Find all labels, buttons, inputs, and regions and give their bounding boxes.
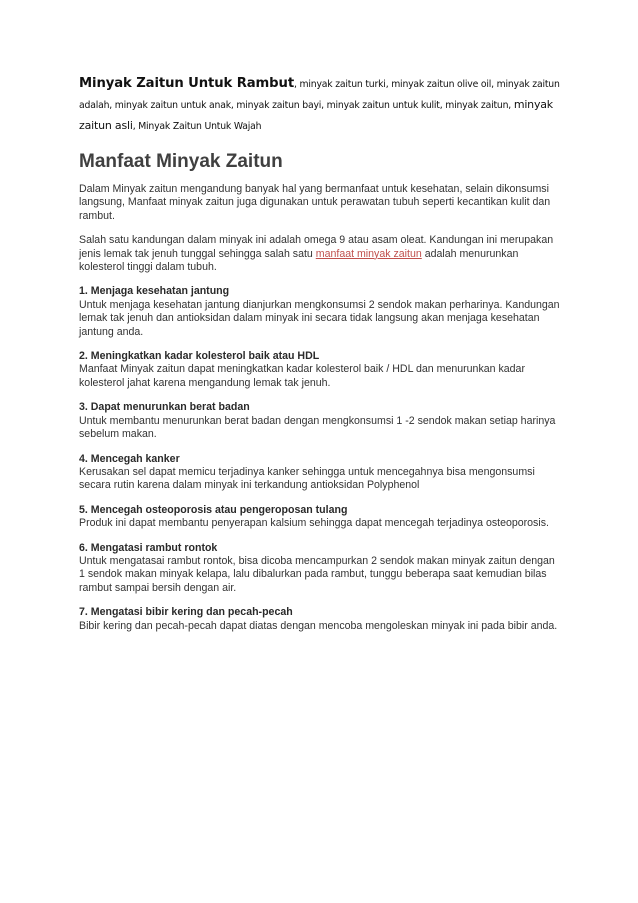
- section-6: [79, 542, 561, 596]
- section-body: Untuk mengatasai rambut rontok, bisa dicoba mencampurkan 2 sendok makan minyak zaitun dengan 1 sendok makan minyak kelapa, lalu dibalurkan pada rambut, tunggu beberapa saat kemudian bilas rambut sampai bersih dengan air.: [79, 554, 555, 594]
- section-heading: 2. Meningkatkan kadar kolesterol baik atau HDL: [79, 350, 320, 363]
- section-4: [79, 453, 561, 493]
- omega-paragraph: [79, 234, 561, 274]
- intro-paragraph: Dalam Minyak zaitun mengandung banyak hal yang bermanfaat untuk kesehatan, selain dikonsumsi langsung, Manfaat minyak zaitun juga digunakan untuk perawatan tubuh seperti kecantikan kulit dan rambut.: [79, 183, 551, 222]
- section-5: [79, 504, 561, 531]
- section-body: Bibir kering dan pecah-pecah dapat diatas dengan mencoba mengoleskan minyak ini pada bibir anda.: [79, 619, 558, 632]
- header-separator: ,: [294, 79, 297, 90]
- section-heading: 7. Mengatasi bibir kering dan pecah-pecah: [79, 606, 293, 619]
- section-body: Kerusakan sel dapat memicu terjadinya kanker sehingga untuk mencegahnya bisa mengonsumsi secara rutin karena dalam minyak ini terkandung antioksidan Polyphenol: [79, 465, 535, 492]
- document-title: Manfaat Minyak Zaitun: [79, 151, 283, 172]
- section-heading: 1. Menjaga kesehatan jantung: [79, 285, 230, 298]
- header-keywords-a: minyak zaitun turki, minyak zaitun olive oil, minyak zaitun adalah, minyak zaitun untuk anak, minyak zaitun bayi, minyak zaitun untuk kulit, minyak zaitun,: [79, 79, 560, 111]
- section-7: [79, 606, 561, 633]
- omega-text-after: adalah menurunkan kolesterol tinggi dalam tubuh.: [79, 247, 519, 274]
- header-keywords-b: minyak zaitun asli: [79, 98, 553, 132]
- section-2: [79, 350, 561, 390]
- section-heading: 3. Dapat menurunkan berat badan: [79, 401, 250, 414]
- omega-text-before: Salah satu kandungan dalam minyak ini adalah omega 9 atau asam oleat. Kandungan ini merupakan jenis lemak tak jenuh tunggal sehingga salah satu: [79, 234, 554, 260]
- section-body: Manfaat Minyak zaitun dapat meningkatkan kadar kolesterol baik / HDL dan menurunkan kadar kolesterol jahat karena mengandung lemak tak jenuh.: [79, 363, 525, 389]
- manfaat-link[interactable]: manfaat minyak zaitun: [315, 247, 422, 260]
- header-keywords-c: , Minyak Zaitun Untuk Wajah: [132, 121, 262, 132]
- section-body: Produk ini dapat membantu penyerapan kalsium sehingga dapat mencegah terjadinya osteoporosis.: [79, 517, 549, 530]
- header-title: Minyak Zaitun Untuk Rambut: [79, 76, 295, 91]
- section-3: [79, 401, 561, 441]
- keyword-header: [79, 74, 561, 137]
- section-heading: 6. Mengatasi rambut rontok: [79, 541, 218, 554]
- section-body: Untuk menjaga kesehatan jantung dianjurkan mengkonsumsi 2 sendok makan perharinya. Kandungan lemak tak jenuh dan antioksidan dalam minyak ini secara tidak langsung akan menjaga kesehatan jantung anda.: [79, 298, 560, 338]
- document-page: [79, 74, 561, 644]
- section-body: Untuk membantu menurunkan berat badan dengan mengkonsumsi 1 -2 sendok makan setiap harinya sebelum makan.: [79, 414, 556, 441]
- section-1: [79, 285, 561, 339]
- section-heading: 4. Mencegah kanker: [79, 452, 180, 465]
- section-heading: 5. Mencegah osteoporosis atau pengeroposan tulang: [79, 503, 348, 516]
